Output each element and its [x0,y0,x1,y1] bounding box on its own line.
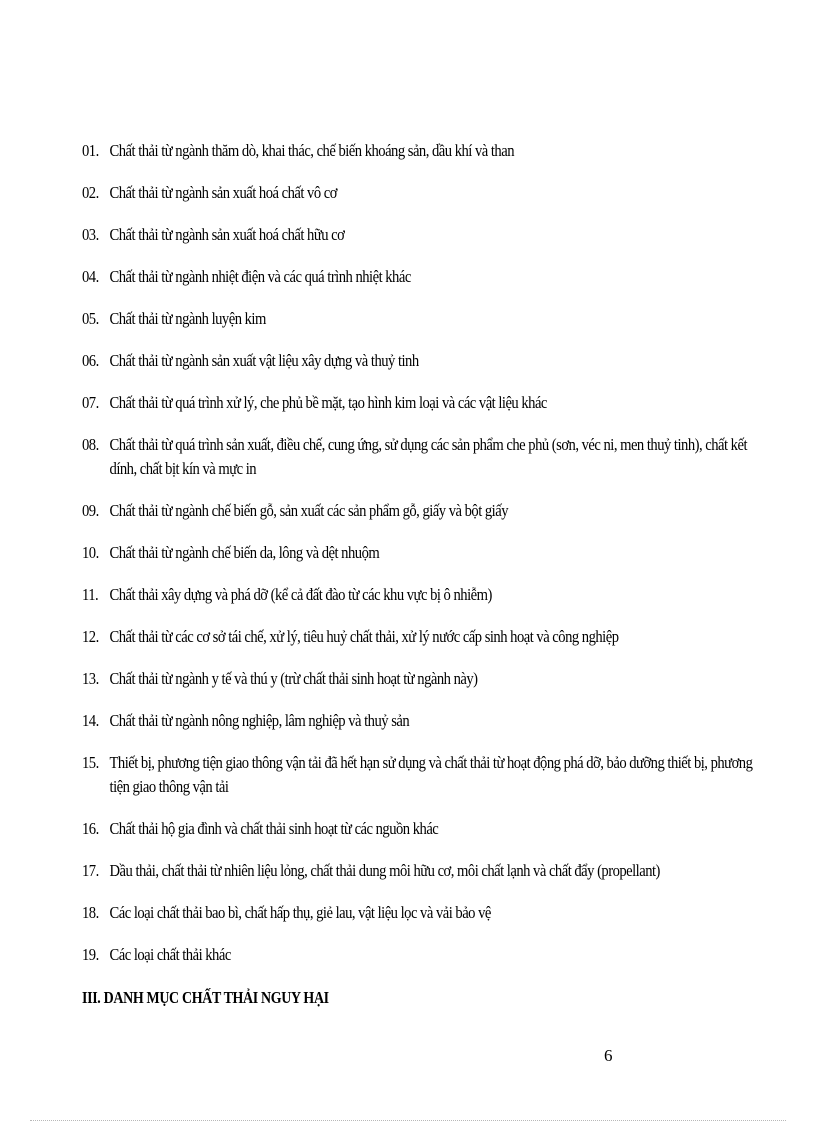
list-item [82,859,770,883]
list-item [82,901,770,925]
list-item-text: Chất thải từ ngành nông nghiệp, lâm nghiệp và thuỷ sản [109,711,410,730]
list-item-text: Chất thải từ các cơ sở tái chế, xử lý, tiêu huỷ chất thải, xử lý nước cấp sinh hoạt và công nghiệp [109,627,619,646]
list-item [82,541,770,565]
list-item [82,391,770,415]
list-item-number: 12. [82,627,99,646]
list-item-number: 09. [82,501,99,520]
list-item-text: Thiết bị, phương tiện giao thông vận tải đã hết hạn sử dụng và chất thải từ hoạt động phá dỡ, bảo dưỡng thiết bị, phương tiện giao thông vận tải [109,753,753,796]
list-item-text: Chất thải từ ngành sản xuất hoá chất hữu cơ [109,225,345,244]
list-item-number: 02. [82,183,99,202]
list-item-text: Chất thải hộ gia đình và chất thải sinh hoạt từ các nguồn khác [109,819,439,838]
list-item-text: Chất thải xây dựng và phá dỡ (kể cả đất đào từ các khu vực bị ô nhiễm) [109,585,492,604]
list-item-text: Chất thải từ ngành y tế và thú y (trừ chất thải sinh hoạt từ ngành này) [109,669,478,688]
list-item-text: Chất thải từ ngành nhiệt điện và các quá trình nhiệt khác [109,267,411,286]
list-item [82,751,770,799]
list-item [82,349,770,373]
list-item [82,709,770,733]
list-item-number: 03. [82,225,99,244]
list-item-number: 05. [82,309,99,328]
list-item-text: Chất thải từ ngành thăm dò, khai thác, chế biến khoáng sản, dầu khí và than [109,141,514,160]
list-item-number: 10. [82,543,99,562]
list-item-text: Các loại chất thải bao bì, chất hấp thụ, giẻ lau, vật liệu lọc và vải bảo vệ [109,903,491,922]
list-item [82,499,770,523]
list-item [82,817,770,841]
list-item-number: 13. [82,669,99,688]
list-item [82,307,770,331]
page-number: 6 [604,1046,613,1065]
list-item-number: 06. [82,351,99,370]
list-item-number: 15. [82,753,99,772]
list-item-number: 18. [82,903,99,922]
list-item [82,433,770,481]
list-item-number: 07. [82,393,99,412]
list-item-text: Chất thải từ quá trình xử lý, che phủ bề mặt, tạo hình kim loại và các vật liệu khác [109,393,547,412]
list-item [82,667,770,691]
list-item-text: Chất thải từ ngành luyện kim [109,309,266,328]
section-heading: III. DANH MỤC CHẤT THẢI NGUY HẠI [82,988,329,1007]
list-item [82,583,770,607]
list-item-number: 01. [82,141,99,160]
list-item-text: Chất thải từ ngành chế biến gỗ, sản xuất các sản phẩm gỗ, giấy và bột giấy [109,501,508,520]
list-item [82,265,770,289]
list-item [82,139,770,163]
list-item-text: Chất thải từ ngành sản xuất hoá chất vô cơ [109,183,337,202]
waste-category-list [82,139,772,967]
list-item-text: Chất thải từ quá trình sản xuất, điều chế, cung ứng, sử dụng các sản phẩm che phủ (sơn, véc ni, men thuỷ tinh), chất kết dính, chất bịt kín và mực in [109,435,747,478]
list-item-number: 11. [82,585,99,604]
list-item-text: Chất thải từ ngành sản xuất vật liệu xây dựng và thuỷ tinh [109,351,419,370]
list-item-text: Chất thải từ ngành chế biến da, lông và dệt nhuộm [109,543,380,562]
footer-divider [30,1120,786,1121]
list-item [82,181,770,205]
list-item [82,943,770,967]
list-item-text: Các loại chất thải khác [109,945,231,964]
list-item-text: Dầu thải, chất thải từ nhiên liệu lỏng, chất thải dung môi hữu cơ, môi chất lạnh và chất đẩy (propellant) [109,861,660,880]
list-item-number: 08. [82,435,99,454]
list-item-number: 17. [82,861,99,880]
list-item-number: 16. [82,819,99,838]
list-item-number: 19. [82,945,99,964]
list-item-number: 04. [82,267,99,286]
list-item-number: 14. [82,711,99,730]
list-item [82,223,770,247]
list-item [82,625,770,649]
